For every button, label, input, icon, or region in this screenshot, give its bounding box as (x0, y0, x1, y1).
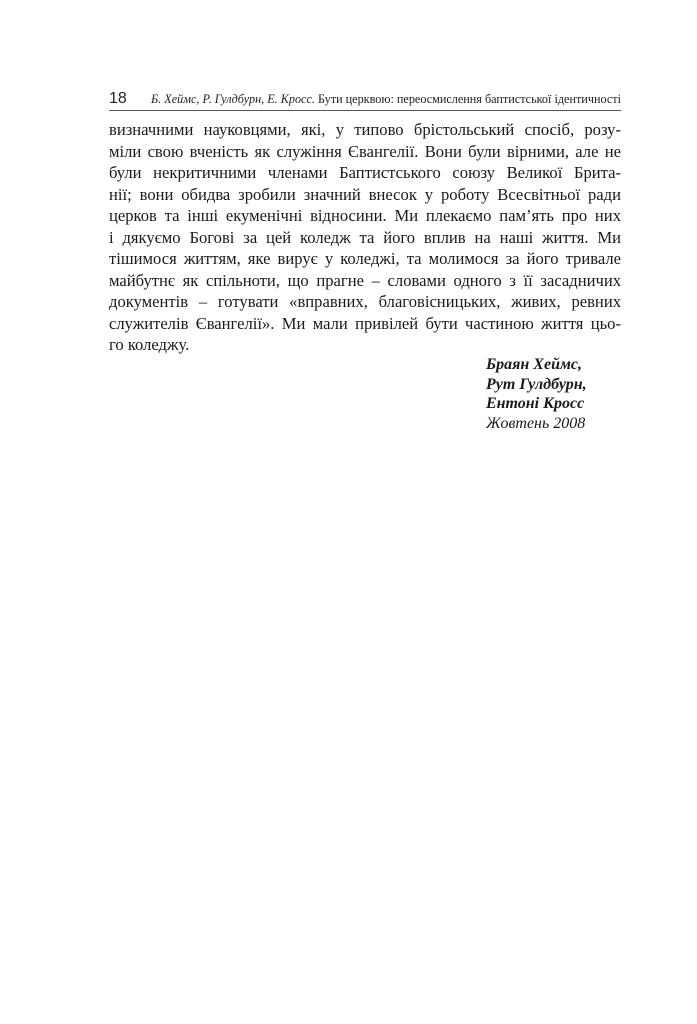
paragraph-line: служителів Євангелії». Ми мали привілей бути частиною життя цьо- (109, 313, 621, 333)
running-header (109, 88, 621, 111)
running-header-authors: Б. Хеймс, Р. Гулдбурн, Е. Кросс. (150, 92, 315, 106)
paragraph-line: документів – готувати «вправних, благовісницьких, живих, ревних (109, 292, 621, 311)
running-title (151, 92, 621, 107)
paragraph-line: церков та інші екуменічні відносини. Ми плекаємо пам’ять про них (109, 206, 621, 225)
paragraph-line: тішимося життям, яке вирує у коледжі, та молимося за його тривале (109, 249, 621, 268)
paragraph-line: нії; вони обидва зробили значний внесок у роботу Всесвітньої ради (109, 184, 621, 204)
paragraph-line: і дякуємо Богові за цей коледж та його вплив на наші життя. Ми (109, 227, 621, 247)
signature-block (486, 355, 636, 433)
paragraph-line: майбутнє як спільноти, що прагне – словами одного з її засадничих (109, 270, 621, 290)
paragraph-line: міли свою вченість як служіння Євангелії. Вони були вірними, але не (109, 141, 621, 161)
signature-name: Браян Хеймс, (486, 356, 583, 373)
page-number: 18 (109, 90, 127, 107)
paragraph-line: визначними науковцями, які, у типово брістольський спосіб, розу- (109, 120, 621, 139)
paragraph-line: го коледжу. (109, 335, 190, 354)
body-paragraph (109, 119, 621, 356)
signature-name: Ентоні Кросс (486, 395, 585, 412)
paragraph-line: були некритичними членами Баптистського союзу Великої Брита- (109, 163, 621, 182)
running-header-title: Бути церквою: переосмислення баптистської ідентичності (314, 92, 621, 106)
signature-name: Рут Гулдбурн, (486, 375, 587, 393)
signature-date: Жовтень 2008 (486, 414, 586, 432)
